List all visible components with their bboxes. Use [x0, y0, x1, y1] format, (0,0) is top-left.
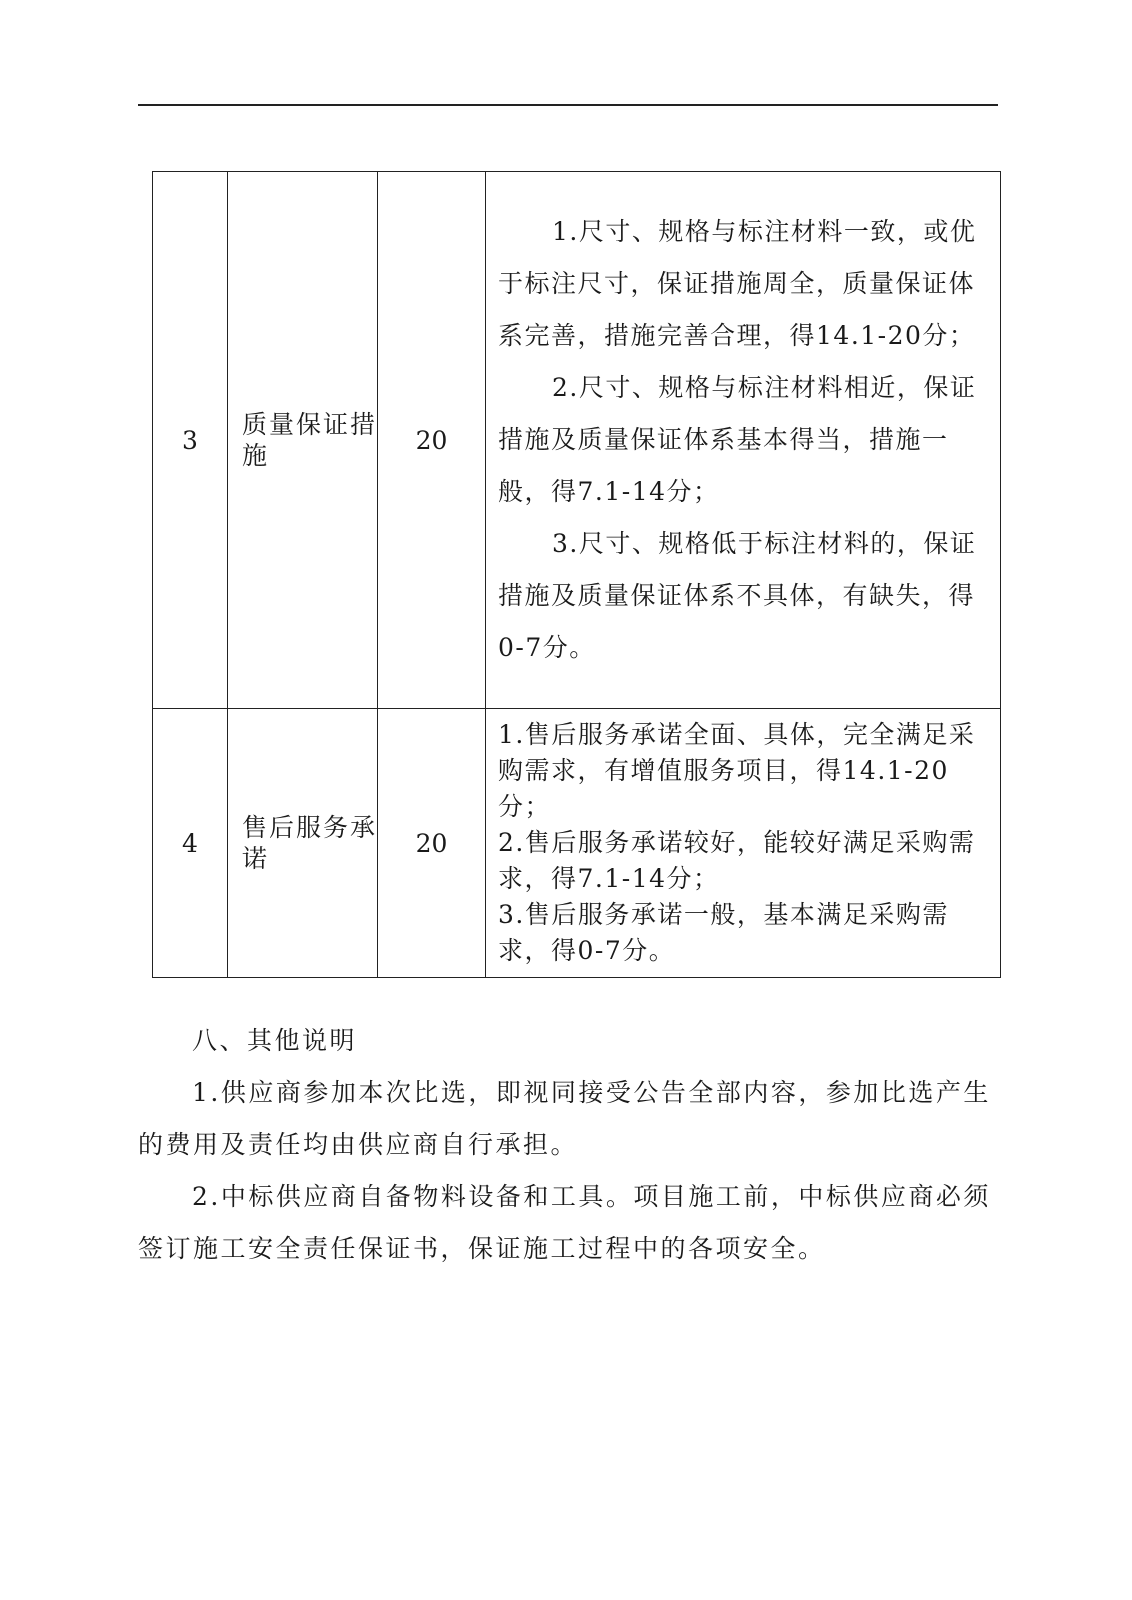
section-heading: 八、其他说明	[192, 1026, 358, 1055]
row-number: 4	[153, 709, 228, 978]
table-row	[153, 172, 1001, 709]
row-score: 20	[378, 172, 486, 709]
paragraph: 2.中标供应商自备物料设备和工具。项目施工前，中标供应商必须签订施工安全责任保证书，保证施工过程中的各项安全。	[138, 1182, 991, 1263]
row-criteria	[486, 709, 1001, 978]
criterion: 3.尺寸、规格低于标注材料的，保证措施及质量保证体系不具体，有缺失，得0-7分。	[498, 529, 977, 662]
row-number: 3	[153, 172, 228, 709]
row-item: 售后服务承诺	[228, 709, 378, 978]
row-criteria	[486, 172, 1001, 709]
criterion: 3.售后服务承诺一般，基本满足采购需求，得0-7分。	[498, 900, 949, 965]
table-row	[153, 709, 1001, 978]
row-item: 质量保证措施	[228, 172, 378, 709]
paragraph: 1.供应商参加本次比选，即视同接受公告全部内容，参加比选产生的费用及责任均由供应商自行承担。	[138, 1078, 991, 1159]
row-score: 20	[378, 709, 486, 978]
other-notes-section	[138, 1015, 1000, 1275]
scoring-table	[152, 171, 1001, 978]
header-rule	[138, 104, 998, 106]
criterion: 1.售后服务承诺全面、具体，完全满足采购需求，有增值服务项目，得14.1-20分；	[498, 720, 976, 821]
criterion: 2.售后服务承诺较好，能较好满足采购需求，得7.1-14分；	[498, 828, 976, 893]
criterion: 2.尺寸、规格与标注材料相近，保证措施及质量保证体系基本得当，措施一般，得7.1-14分；	[498, 373, 977, 506]
criterion: 1.尺寸、规格与标注材料一致，或优于标注尺寸，保证措施周全，质量保证体系完善，措施完善合理，得14.1-20分；	[498, 217, 977, 350]
